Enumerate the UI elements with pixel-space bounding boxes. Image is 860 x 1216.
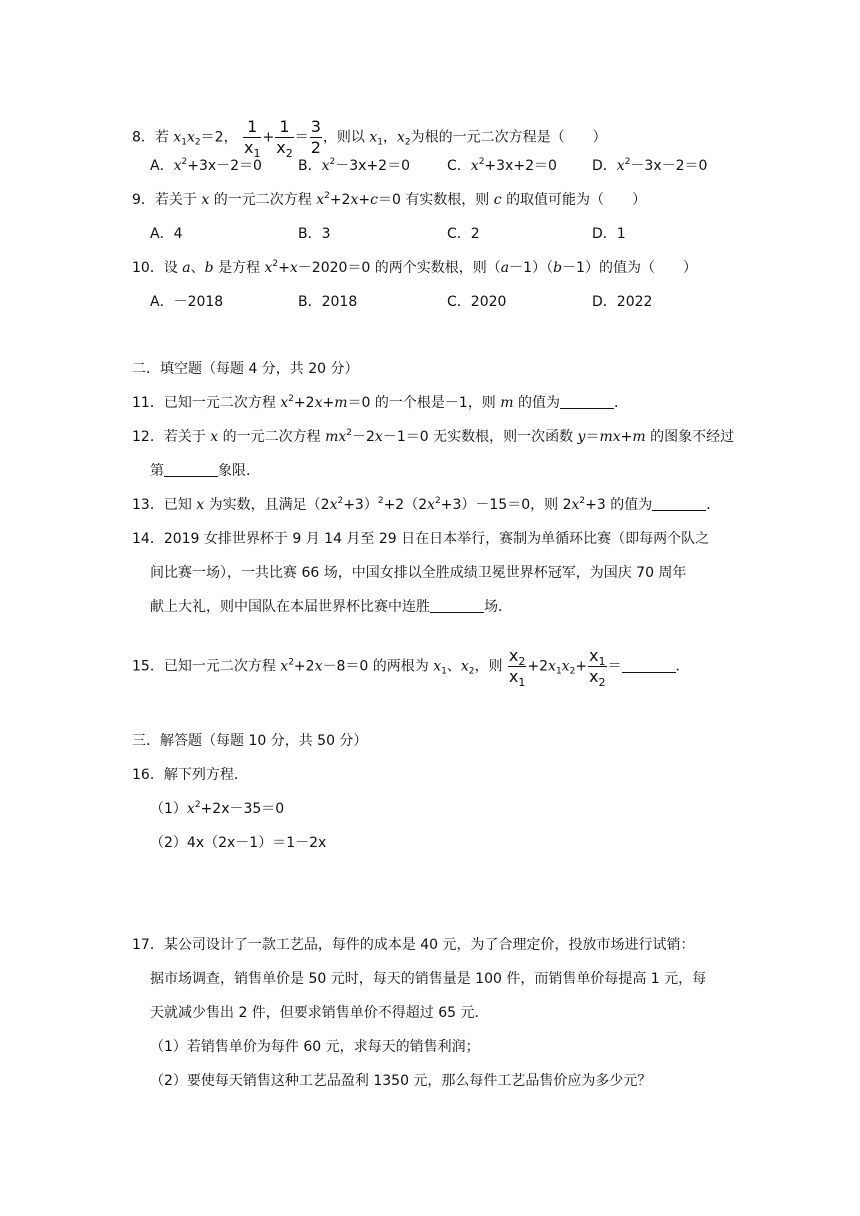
fraction-1-over-x2: $\frac{1}{x_2}$ — [276, 117, 293, 160]
fraction-x2-over-x1: $\frac{x_2}{x_1}$ — [508, 646, 526, 689]
answer-blank[interactable] — [560, 394, 614, 409]
question-9-stem: 9．若关于 x 的一元二次方程 $x^2+2x+c=0$ 有实数根，则 c 的取值可能为（ ） — [132, 191, 647, 208]
question-14-line-1: 14．2019 女排世界杯于 9 月 14 月至 29 日在日本举行，赛制为单循环比赛（即每两个队之 — [132, 531, 710, 547]
answer-blank[interactable] — [430, 598, 484, 613]
answer-blank[interactable] — [164, 462, 218, 477]
option-d[interactable]: D．$x^2-3x-2=0$ — [592, 157, 708, 174]
question-10-stem: 10．设 a、b 是方程 $x^2+x-2020=0$ 的两个实数根，则（a－1）（b－1）的值为（ ） — [132, 259, 697, 276]
fraction-1-over-x1: $\frac{1}{x_1}$ — [244, 117, 261, 160]
question-11: 11．已知一元二次方程 $x^2+2x+m=0$ 的一个根是－1，则 m 的值为 ． — [132, 394, 628, 411]
question-14-line-2: 间比赛一场），一共比赛 66 场，中国女排以全胜成绩卫冕世界杯冠军，为国庆 70 周年 — [150, 565, 687, 581]
question-8-stem: 8．若 $x_1x_2=2$， $\frac{1}{x_1}$ + $\frac{1}{x_2}$ ＝ $\frac{3}{2}$ ，则以 $x_1$，$x_2$为根的一元二次方程是（ ） — [132, 117, 607, 160]
fraction-x1-over-x2: $\frac{x_1}{x_2}$ — [589, 646, 606, 689]
question-12: 12．若关于 x 的一元二次方程 $mx^2-2x-1=0$ 无实数根，则一次函数 y＝mx+m 的图象不经过 — [132, 428, 735, 445]
option-a[interactable]: A．－2018 — [150, 294, 224, 310]
question-16-part-1: $(1)x^2+2x-35=0$ — [150, 800, 285, 817]
question-9-options — [0, 224, 860, 244]
option-b[interactable]: B．3 — [298, 226, 331, 242]
question-16-part-2: （2）4x（2x－1）＝1－2x — [150, 835, 327, 851]
question-15: 15．已知一元二次方程 $x^2+2x-8=0$ 的两根为 $x_1$、$x_2$，则 $\frac{x_2}{x_1}$ $+2x_1x_2+$ $\frac{x_1}{x_2}$ ＝ ． — [132, 646, 690, 689]
question-17-line-1: 17．某公司设计了一款工艺品，每件的成本是 40 元，为了合理定价，投放市场进行试销： — [132, 937, 695, 953]
answer-blank[interactable] — [622, 658, 676, 673]
option-c[interactable]: C．2020 — [447, 294, 507, 310]
option-c[interactable]: C．2 — [447, 226, 480, 242]
option-c[interactable]: C．$x^2+3x+2=0$ — [447, 157, 557, 174]
question-13: 13．已知 x 为实数，且满足$(2x^2+3)^2+2(2x^2+3)-15=0$，则 $2x^2+3$ 的值为 ． — [132, 496, 721, 513]
question-17-part-1: （1）若销售单价为每件 60 元，求每天的销售利润； — [150, 1039, 480, 1055]
section-3-heading: 三．解答题（每题 10 分，共 50 分） — [132, 733, 368, 749]
question-17-line-3: 天就减少售出 2 件，但要求销售单价不得超过 65 元． — [150, 1005, 489, 1021]
option-d[interactable]: D．1 — [592, 226, 626, 242]
question-17-line-2: 据市场调查，销售单价是 50 元时，每天的销售量是 100 件，而销售单价每提高 1 元，每 — [150, 971, 707, 987]
question-17-part-2: （2）要使每天销售这种工艺品盈利 1350 元，那么每件工艺品售价应为多少元？ — [150, 1073, 652, 1089]
fraction-3-over-2: $\frac{3}{2}$ — [310, 117, 321, 157]
option-a[interactable]: A．4 — [150, 226, 183, 242]
question-10-options — [0, 292, 860, 312]
question-8-options — [0, 156, 860, 176]
question-12-continued: 第 象限． — [150, 463, 260, 479]
option-b[interactable]: B．2018 — [298, 294, 358, 310]
section-2-heading: 二．填空题（每题 4 分，共 20 分） — [132, 361, 359, 377]
question-14-line-3: 献上大礼，则中国队在本届世界杯比赛中连胜 场． — [150, 599, 512, 615]
answer-blank[interactable] — [652, 496, 706, 511]
option-a[interactable]: A．$x^2+3x-2=0$ — [150, 157, 262, 174]
option-b[interactable]: B．$x^2-3x+2=0$ — [298, 157, 410, 174]
question-16: 16．解下列方程． — [132, 767, 248, 783]
option-d[interactable]: D．2022 — [592, 294, 653, 310]
